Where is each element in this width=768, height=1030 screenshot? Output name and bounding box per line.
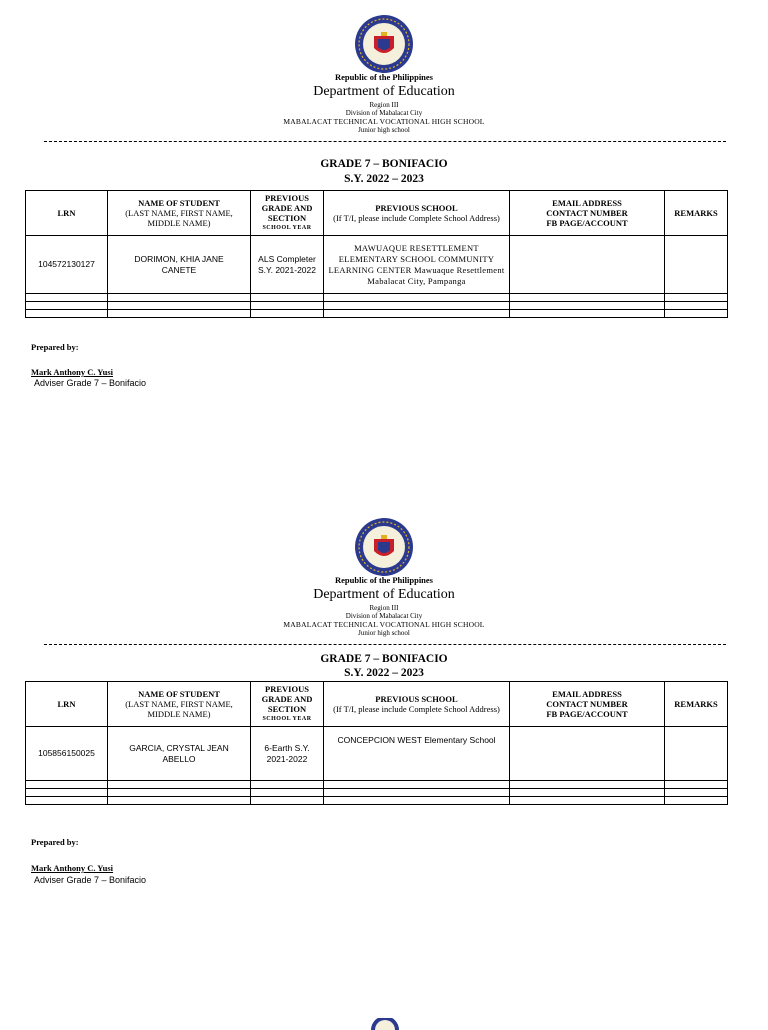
region-label: Region III <box>369 604 399 612</box>
signer-name: Mark Anthony C. Yusi <box>31 367 114 377</box>
department-title: Department of Education <box>313 84 455 99</box>
student-name-cell: DORIMON, KHIA JANE CANETE <box>108 236 251 294</box>
deped-seal-icon <box>370 1018 400 1030</box>
school-name: MABALACAT TECHNICAL VOCATIONAL HIGH SCHOOL <box>283 117 485 126</box>
col-remarks: REMARKS <box>665 682 728 727</box>
col-prev-school: PREVIOUS SCHOOL (If T/I, please include Complete School Address) <box>324 191 510 236</box>
department-title: Department of Education <box>313 587 455 602</box>
division-label: Division of Mabalacat City <box>345 109 423 117</box>
prev-grade-cell: ALS Completer S.Y. 2021-2022 <box>251 236 324 294</box>
col-remarks: REMARKS <box>665 191 728 236</box>
republic-label: Republic of the Philippines <box>334 72 433 82</box>
deped-seal-icon <box>354 14 414 74</box>
deped-seal-icon <box>354 517 414 577</box>
col-prev-grade: PREVIOUS GRADE AND SECTION SCHOOL YEAR <box>251 682 324 727</box>
contact-cell <box>510 236 665 294</box>
prev-school-cell: MAWUAQUE RESETTLEMENT ELEMENTARY SCHOOL COMMUNITY LEARNING CENTER Mawuaque Resettlement Mabalacat City, Pampanga <box>324 236 510 294</box>
region-label: Region III <box>369 101 399 109</box>
table-row <box>26 727 728 781</box>
table-header-row <box>26 191 728 236</box>
lrn-cell: 105856150025 <box>26 727 108 781</box>
table-row <box>26 781 728 789</box>
student-record-table <box>25 190 728 318</box>
table-row <box>26 294 728 302</box>
col-lrn: LRN <box>26 191 108 236</box>
lrn-cell: 104572130127 <box>26 236 108 294</box>
table-row <box>26 797 728 805</box>
grade-section-title: GRADE 7 – BONIFACIO <box>320 158 448 170</box>
prev-school-cell: CONCEPCION WEST Elementary School <box>324 727 510 781</box>
remarks-cell <box>665 236 728 294</box>
table-row <box>26 236 728 294</box>
col-lrn: LRN <box>26 682 108 727</box>
republic-label: Republic of the Philippines <box>334 575 433 585</box>
remarks-cell <box>665 727 728 781</box>
school-level: Junior high school <box>358 629 410 637</box>
division-label: Division of Mabalacat City <box>345 612 423 620</box>
table-row <box>26 302 728 310</box>
col-contact: EMAIL ADDRESS CONTACT NUMBER FB PAGE/ACCOUNT <box>510 682 665 727</box>
header-divider <box>44 141 726 142</box>
prev-grade-cell: 6-Earth S.Y. 2021-2022 <box>251 727 324 781</box>
col-name: NAME OF STUDENT (LAST NAME, FIRST NAME, MIDDLE NAME) <box>108 682 251 727</box>
school-year-title: S.Y. 2022 – 2023 <box>344 667 424 679</box>
grade-section-title: GRADE 7 – BONIFACIO <box>320 653 448 665</box>
signer-role: Adviser Grade 7 – Bonifacio <box>34 378 147 388</box>
school-level: Junior high school <box>358 126 410 134</box>
signer-name: Mark Anthony C. Yusi <box>31 863 114 873</box>
contact-cell <box>510 727 665 781</box>
table-header-row <box>26 682 728 727</box>
student-record-table <box>25 681 728 805</box>
student-name-cell: GARCIA, CRYSTAL JEAN ABELLO <box>108 727 251 781</box>
record-sheet-1 <box>0 0 768 500</box>
prepared-by-label: Prepared by: <box>31 837 79 847</box>
col-prev-school: PREVIOUS SCHOOL (If T/I, please include Complete School Address) <box>324 682 510 727</box>
col-contact: EMAIL ADDRESS CONTACT NUMBER FB PAGE/ACCOUNT <box>510 191 665 236</box>
table-row <box>26 310 728 318</box>
school-name: MABALACAT TECHNICAL VOCATIONAL HIGH SCHOOL <box>283 620 485 629</box>
col-name: NAME OF STUDENT (LAST NAME, FIRST NAME, MIDDLE NAME) <box>108 191 251 236</box>
col-prev-grade: PREVIOUS GRADE AND SECTION SCHOOL YEAR <box>251 191 324 236</box>
record-sheet-2 <box>0 503 768 1003</box>
header-divider <box>44 644 726 645</box>
table-row <box>26 789 728 797</box>
prepared-by-label: Prepared by: <box>31 342 79 352</box>
signer-role: Adviser Grade 7 – Bonifacio <box>34 875 147 885</box>
school-year-title: S.Y. 2022 – 2023 <box>344 173 424 185</box>
